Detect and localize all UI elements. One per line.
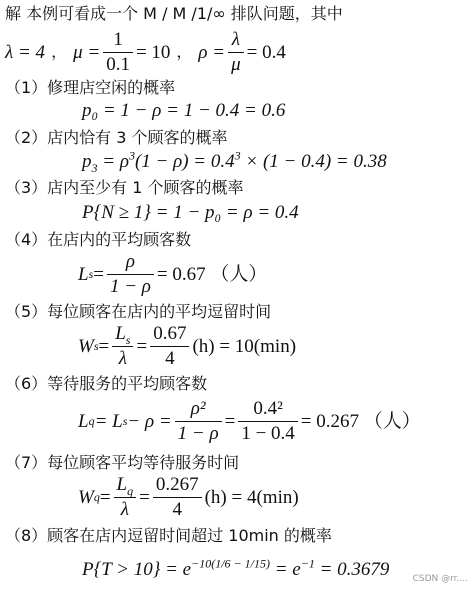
rho-rhs: = 0.4 bbox=[246, 41, 286, 63]
f5-fraction-1 bbox=[112, 323, 133, 370]
f6-mid2: − ρ = bbox=[127, 410, 172, 432]
f7-lhs: W bbox=[78, 486, 94, 508]
rho-lhs: ρ = bbox=[198, 41, 226, 63]
f2-mid: (1 − ρ) = 0.4 bbox=[134, 151, 235, 172]
f4-num: ρ bbox=[107, 251, 154, 275]
f7-eq2: = bbox=[139, 486, 150, 508]
f4-den: 1 − ρ bbox=[109, 275, 151, 297]
f5-rhs: (h) = 10(min) bbox=[192, 335, 297, 357]
f7-rhs: (h) = 4(min) bbox=[204, 486, 299, 508]
rho-denominator: μ bbox=[231, 53, 241, 75]
f6-mid: = L bbox=[94, 410, 123, 432]
f7-den2: 4 bbox=[172, 498, 182, 520]
f2-rho: = ρ bbox=[97, 151, 129, 172]
f7-fraction-2 bbox=[153, 474, 202, 521]
f7-eq: = bbox=[99, 486, 111, 508]
formula-8 bbox=[82, 556, 390, 580]
f6-num1: ρ² bbox=[175, 398, 222, 422]
f5-num1-sub: s bbox=[125, 332, 131, 347]
f7-num1-sub: q bbox=[127, 483, 134, 498]
f6-eq2: = bbox=[224, 410, 236, 432]
f7-den1: λ bbox=[120, 498, 129, 520]
f8-exponent: −10(1/6 − 1/15) bbox=[191, 556, 270, 571]
f6-den2: 1 − 0.4 bbox=[241, 422, 295, 444]
separator: ， bbox=[51, 42, 68, 61]
mu-numerator: 1 bbox=[103, 29, 133, 53]
separator: ， bbox=[176, 42, 193, 61]
f2-sub: 3 bbox=[91, 160, 98, 175]
intro-line: 解 本例可看成一个 M / M /1/∞ 排队问题，其中 bbox=[5, 4, 343, 23]
f6-fraction-2 bbox=[238, 398, 297, 445]
f5-num2: 0.67 bbox=[150, 323, 189, 347]
item-label-7: （7）每位顾客平均等待服务时间 bbox=[5, 453, 240, 472]
f6-lhs: L bbox=[78, 410, 89, 432]
f6-rhs: = 0.267 （人） bbox=[300, 410, 421, 432]
item-label-6: （6）等待服务的平均顾客数 bbox=[5, 374, 208, 393]
formula-3: P{N ≥ 1} = 1 − p₀ = ρ = 0.4 bbox=[82, 202, 299, 223]
f5-den2: 4 bbox=[165, 347, 175, 369]
rho-numerator: λ bbox=[228, 29, 244, 53]
item-label-4: （4）在店内的平均顾客数 bbox=[5, 230, 192, 249]
item-label-3: （3）店内至少有 1 个顾客的概率 bbox=[5, 178, 244, 197]
f6-num2: 0.4² bbox=[238, 398, 297, 422]
mu-rhs: = 10 bbox=[135, 41, 171, 63]
item-label-5: （5）每位顾客在店内的平均逗留时间 bbox=[5, 302, 272, 321]
item-label-1: （1）修理店空闲的概率 bbox=[5, 78, 176, 97]
mu-denominator: 0.1 bbox=[106, 53, 130, 75]
lambda-def: λ = 4 bbox=[5, 41, 46, 63]
rho-fraction bbox=[228, 29, 244, 76]
f8-exponent-2: −1 bbox=[300, 556, 315, 571]
f5-eq2: = bbox=[136, 335, 148, 357]
f5-den1: λ bbox=[118, 347, 127, 369]
f7-num1 bbox=[114, 474, 137, 498]
f5-fraction-2 bbox=[150, 323, 189, 370]
formula-6: L q = L s − ρ = $\frac{\text{ρ²}}{1 - \rho}$ = $\frac{\text{0.4²}}{1 - 0.4}$ = 0.267 （人） bbox=[78, 397, 421, 444]
f7-num1-l: L bbox=[116, 473, 128, 495]
f2-sup: 3 bbox=[128, 148, 135, 163]
csdn-watermark: CSDN @rr.... bbox=[412, 574, 468, 584]
formula-4: L s = $\frac{\rho}{1 - \rho}$ = 0.67 （人） bbox=[78, 250, 268, 297]
f7-fraction-1 bbox=[114, 474, 137, 521]
f2-rhs: × (1 − 0.4) = 0.38 bbox=[240, 151, 387, 172]
formula-7: W q = $\frac{L_q}{\lambda}$ = $\frac{0.267}{4}$ (h) = 4(min) bbox=[78, 473, 299, 520]
f8-lhs: P{T > 10} = e bbox=[82, 559, 192, 580]
f4-fraction bbox=[107, 251, 154, 298]
formula-5: W s = $\frac{L_s}{\lambda}$ = $\frac{0.67}{4}$ (h) = 10(min) bbox=[78, 322, 297, 369]
f4-eq: = bbox=[93, 263, 104, 285]
mu-fraction bbox=[103, 29, 133, 76]
f7-num2: 0.267 bbox=[153, 474, 202, 498]
item-label-8: （8）顾客在店内逗留时间超过 10min 的概率 bbox=[5, 526, 332, 545]
f5-num1-l: L bbox=[115, 322, 126, 344]
formula-2 bbox=[82, 148, 387, 175]
f8-rhs: = 0.3679 bbox=[314, 559, 390, 580]
f2-p: p bbox=[82, 151, 92, 172]
f2-sup2: 3 bbox=[234, 148, 241, 163]
intro-params bbox=[5, 30, 286, 74]
f5-lhs: W bbox=[78, 335, 94, 357]
formula-1: p₀ = 1 − ρ = 1 − 0.4 = 0.6 bbox=[82, 100, 286, 121]
f4-rhs: = 0.67 （人） bbox=[156, 263, 268, 285]
item-label-2: （2）店内恰有 3 个顾客的概率 bbox=[5, 128, 228, 147]
f5-eq: = bbox=[98, 335, 110, 357]
f5-num1 bbox=[112, 323, 133, 347]
f8-mid: = e bbox=[269, 559, 301, 580]
f4-lhs: L bbox=[78, 263, 89, 285]
f6-den1: 1 − ρ bbox=[177, 422, 219, 444]
f6-fraction-1 bbox=[175, 398, 222, 445]
mu-lhs: μ = bbox=[73, 41, 101, 63]
